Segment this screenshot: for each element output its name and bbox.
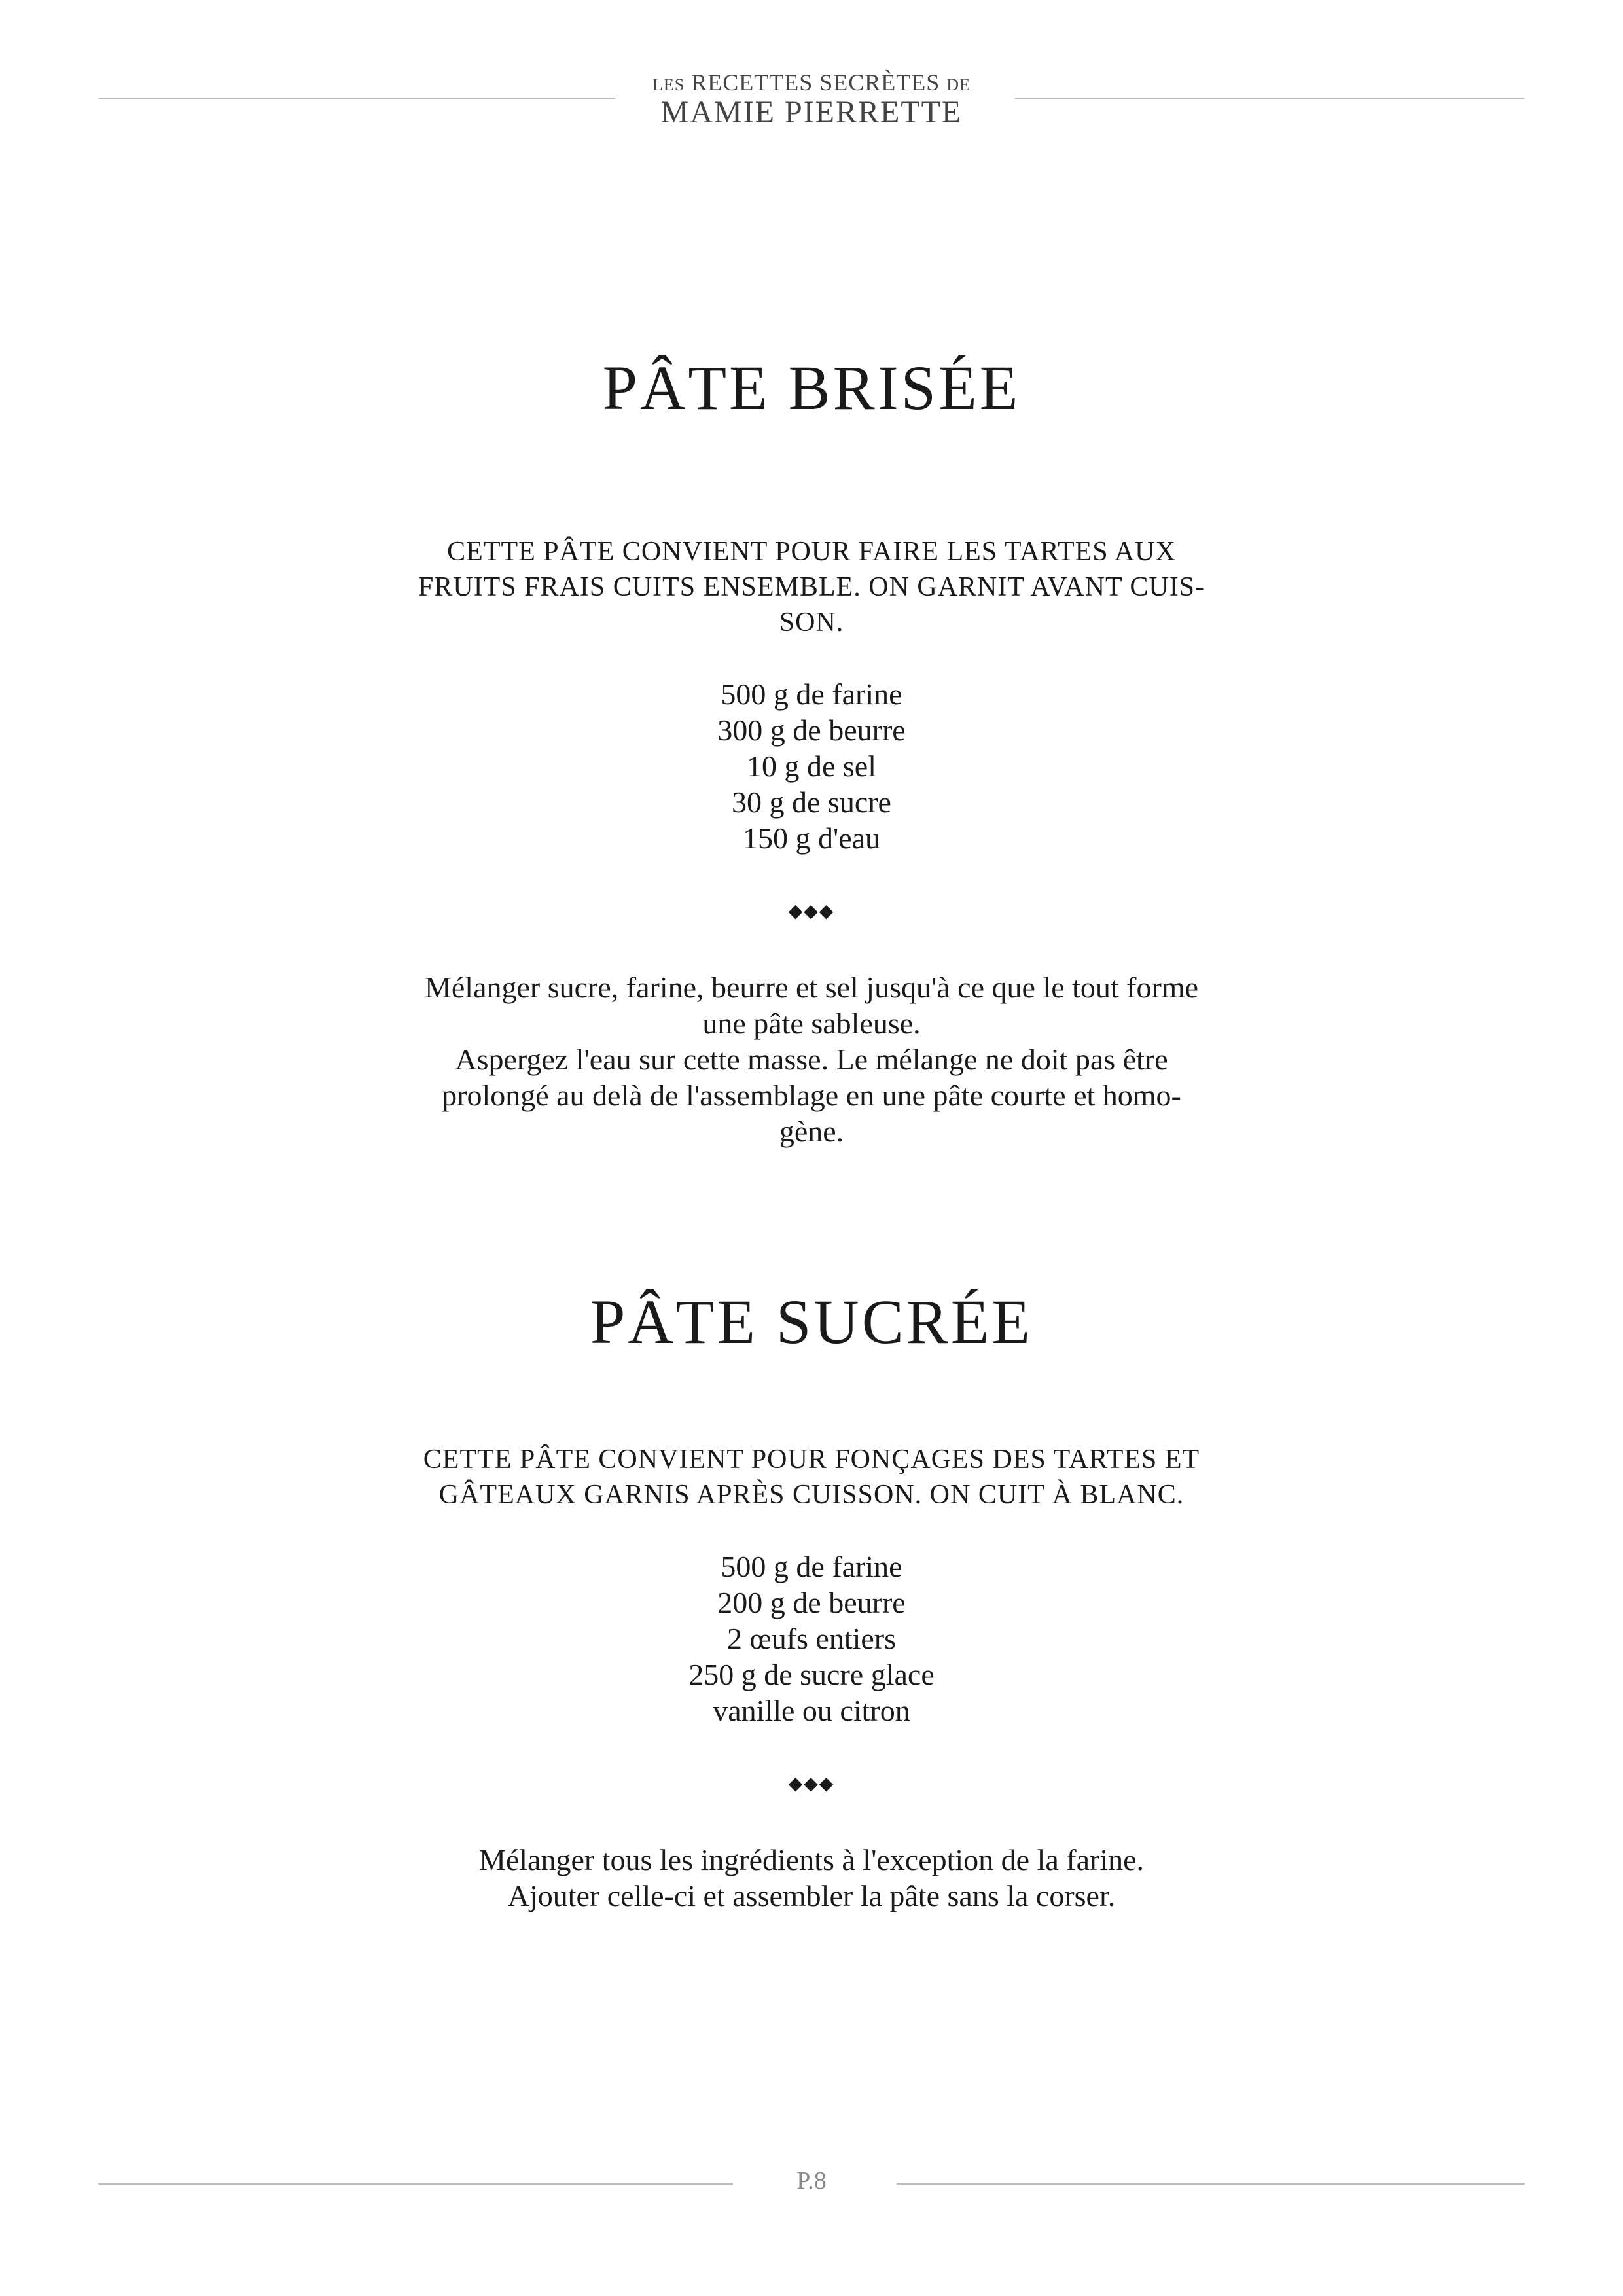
ingredient-item: 500 g de farine (721, 677, 902, 711)
brand-suffix: DE (946, 75, 971, 94)
intro-line: SON. (779, 607, 844, 637)
ingredient-item: 30 g de sucre (732, 785, 891, 819)
ingredient-item: 2 œufs entiers (726, 1622, 897, 1655)
ingredient-list (353, 1549, 1270, 1729)
method-line: gène. (779, 1115, 844, 1148)
recipe-pate-brisee (353, 353, 1270, 1149)
method-line: Aspergez l'eau sur cette masse. Le mélange ne doit pas être (455, 1043, 1168, 1076)
footer-rule-left (98, 2183, 733, 2185)
method-line: Ajouter celle-ci et assembler la pâte sans la corser. (507, 1879, 1116, 1912)
method-line: une pâte sableuse. (702, 1007, 921, 1040)
brand-name: MAMIE PIERRETTE (660, 95, 963, 130)
brand-logo (615, 71, 1008, 128)
intro-line: GÂTEAUX GARNIS APRÈS CUISSON. ON CUIT À BLANC. (438, 1480, 1185, 1510)
method-line: Mélanger sucre, farine, beurre et sel jusqu'à ce que le tout forme (424, 971, 1199, 1004)
footer-rule-right (897, 2183, 1525, 2185)
recipe-pate-sucree (353, 1287, 1270, 1914)
header-rule-right (1014, 98, 1525, 99)
page-number: P.8 (796, 2167, 827, 2195)
ingredient-item: vanille ou citron (713, 1694, 910, 1727)
recipe-method (353, 969, 1270, 1149)
brand-line-1 (615, 71, 1008, 94)
ingredient-list (353, 676, 1270, 856)
header-rule-left (98, 98, 615, 99)
ingredient-item: 300 g de beurre (717, 713, 906, 747)
ingredient-item: 150 g d'eau (742, 821, 881, 855)
ingredient-item: 250 g de sucre glace (688, 1658, 935, 1691)
diamond-divider: ◆◆◆ (788, 1772, 835, 1794)
intro-line: CETTE PÂTE CONVIENT POUR FAIRE LES TARTES AUX (447, 537, 1176, 567)
recipe-intro (353, 534, 1270, 640)
recipe-method (353, 1842, 1270, 1914)
recipe-title: PÂTE BRISÉE (602, 353, 1021, 423)
brand-main: RECETTES SECRÈTES (691, 69, 940, 96)
method-line: prolongé au delà de l'assemblage en une pâte courte et homo- (442, 1079, 1181, 1112)
brand-prefix: LES (652, 75, 685, 94)
intro-line: CETTE PÂTE CONVIENT POUR FONÇAGES DES TARTES ET (423, 1444, 1200, 1475)
method-line: Mélanger tous les ingrédients à l'exception de la farine. (478, 1843, 1145, 1876)
recipe-intro (353, 1442, 1270, 1513)
recipe-title: PÂTE SUCRÉE (590, 1287, 1033, 1357)
ingredient-item: 10 g de sel (746, 749, 876, 783)
ingredient-item: 500 g de farine (721, 1550, 902, 1583)
ingredient-item: 200 g de beurre (717, 1586, 906, 1619)
intro-line: FRUITS FRAIS CUITS ENSEMBLE. ON GARNIT AVANT CUIS- (418, 572, 1205, 602)
diamond-divider: ◆◆◆ (788, 900, 835, 922)
